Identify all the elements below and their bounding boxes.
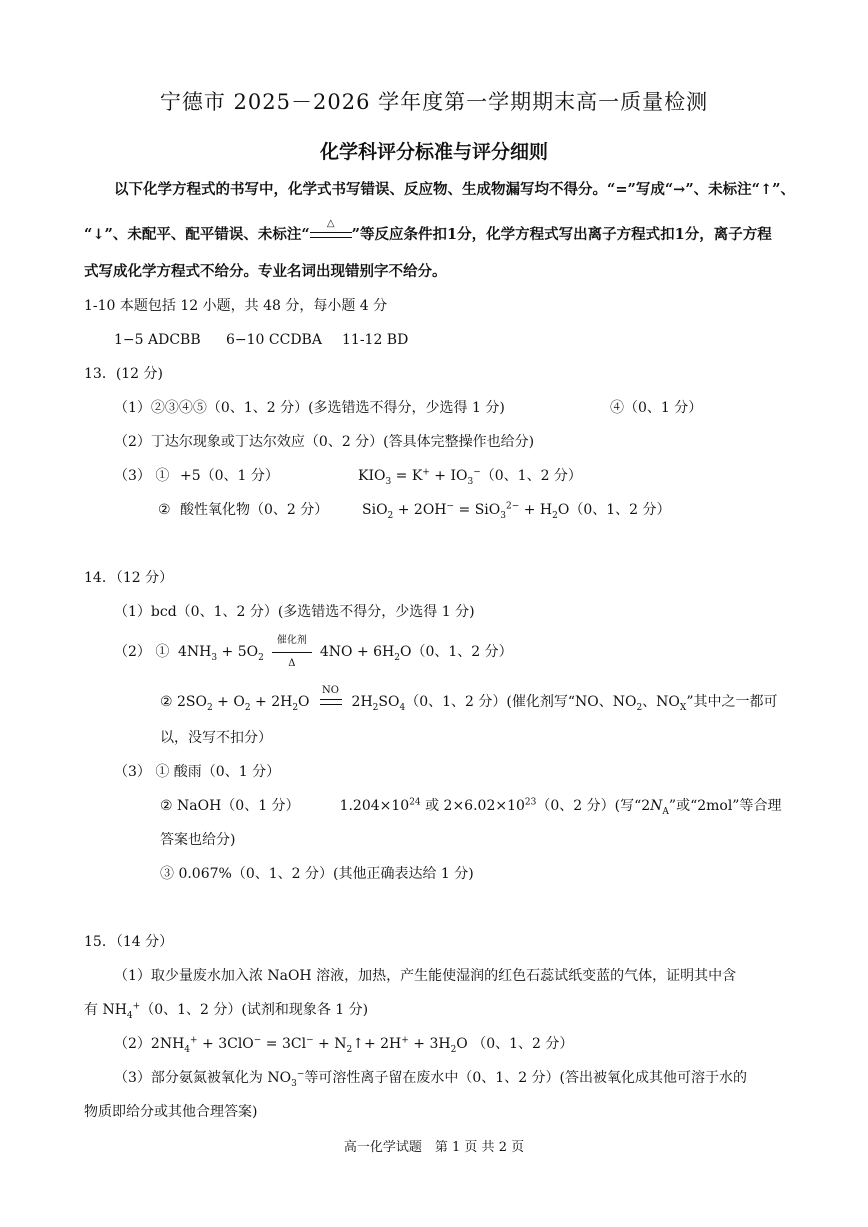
q13-part3-label: （3） ① xyxy=(114,468,170,484)
mc-header: 1-10 本题包括 12 小题，共 48 分，每小题 4 分 xyxy=(84,298,388,314)
mc-answers-11-12: 11-12 BD xyxy=(342,332,409,348)
page-footer: 高一化学试题 第 1 页 共 2 页 xyxy=(343,1140,525,1155)
q14-part2-equation-1: $4NH_3 + 5O_2$ 催化剂 Δ $4NO + 6H_2O(0$、1、2 分） xyxy=(178,635,513,669)
reaction-condition-heat: △ xyxy=(310,225,352,245)
notice-line-1: 以下化学方程式的书写中，化学式书写错误、反应物、生成物漏写均不得分。“=”写成“→”、未标注“↑”、 xyxy=(114,181,795,198)
q14-part1: （1）bcd（0、1、2 分）(多选错选不得分，少选得 1 分) xyxy=(114,604,475,620)
q15-part2: $(2)2NH_4^+ + 3ClO^- = 3Cl^-$ + $N_2↑+ 2H^+ + 3H_2O$ （0、1、2 分） xyxy=(114,1035,574,1055)
mc-answers-1-5: 1−5 ADCBB xyxy=(114,332,201,348)
q14-header: 14．（12 分） xyxy=(84,570,174,586)
q13-part1-extra: ④（0、1 分） xyxy=(610,400,703,416)
notice-line-3: 式写成化学方程式不给分。专业名词出现错别字不给分。 xyxy=(84,263,447,280)
page-title: 宁德市 2025－2026 学年度第一学期期末高一质量检测 xyxy=(159,90,709,114)
catalyst-no-equals: NO xyxy=(320,692,342,712)
q13-part3-label-2: ② xyxy=(158,502,171,518)
q14-part2-note: 以，没写不扣分） xyxy=(160,730,272,746)
q14-part2-label: （2） ① xyxy=(114,644,170,660)
page-subtitle: 化学科评分标准与评分细则 xyxy=(319,141,548,163)
q14-part3-2-note: 答案也给分) xyxy=(160,832,236,848)
catalyst-heat-arrow: 催化剂 Δ xyxy=(272,642,312,662)
q15-part3-line2: 物质即给分或其他合理答案) xyxy=(84,1104,258,1120)
q13-header: 13．(12 分) xyxy=(84,366,164,382)
q14-part3-3: ③ 0.067%（0、1、2 分）(其他正确表达给 1 分) xyxy=(160,866,474,882)
notice-line-2: “↓”、未配平、配平错误、未标注“ △ ”等反应条件扣1分，化学方程式写出离子方程式扣1分，离子方程 xyxy=(84,218,772,243)
q13-part3-valence: +5（0、1 分） xyxy=(180,468,279,484)
q13-part3-equation-1: $KIO_3 = K^+ + IO_3^-(0$、1、2 分） xyxy=(358,467,582,487)
q13-part3-oxide: 酸性氧化物（0、2 分） xyxy=(180,502,329,518)
q15-part1-line1: （1）取少量废水加入浓 NaOH 溶液，加热，产生能使湿润的红色石蕊试纸变蓝的气体，证明其中含 xyxy=(114,968,737,984)
mc-answers-6-10: 6−10 CCDBA xyxy=(226,332,322,348)
q15-part3-line1: （3）部分氨氮被氧化为 $NO_3^-$等可溶性离子留在废水中（0、1、2 分）(答出被氧化成其他可溶于水的 xyxy=(114,1069,748,1089)
q14-part3-1: （3） ① 酸雨（0、1 分） xyxy=(114,764,281,780)
q13-part3-equation-2: $SiO_2 + 2OH^- = SiO_3^{2-} + H_2O(0$、1、2 分） xyxy=(362,501,671,521)
q15-part1-line2: 有 $NH_4^+(0$、1、2 分）(试剂和现象各 1 分) xyxy=(84,1001,369,1021)
q15-header: 15．（14 分） xyxy=(84,934,174,950)
q14-part3-2: ② NaOH（0、1 分） $1.204\times 10^{24}$ 或 $2\times 6.02\times 10^{23}(0$、2 分）(写“$2N_A$”或“2mol”等合理 xyxy=(160,797,782,817)
q13-part1: （1）②③④⑤（0、1、2 分）(多选错选不得分，少选得 1 分) xyxy=(114,400,505,416)
q13-part2: （2）丁达尔现象或丁达尔效应（0、2 分）(答具体完整操作也给分) xyxy=(114,434,535,450)
q14-part2-equation-2: ② $2SO_2 + O_2 + 2H_2O$ NO $2H_2SO_4(0$、1、2 分）(催化剂写“NO、$NO_2$、$NO_X$”其中之一都可 xyxy=(160,685,778,713)
